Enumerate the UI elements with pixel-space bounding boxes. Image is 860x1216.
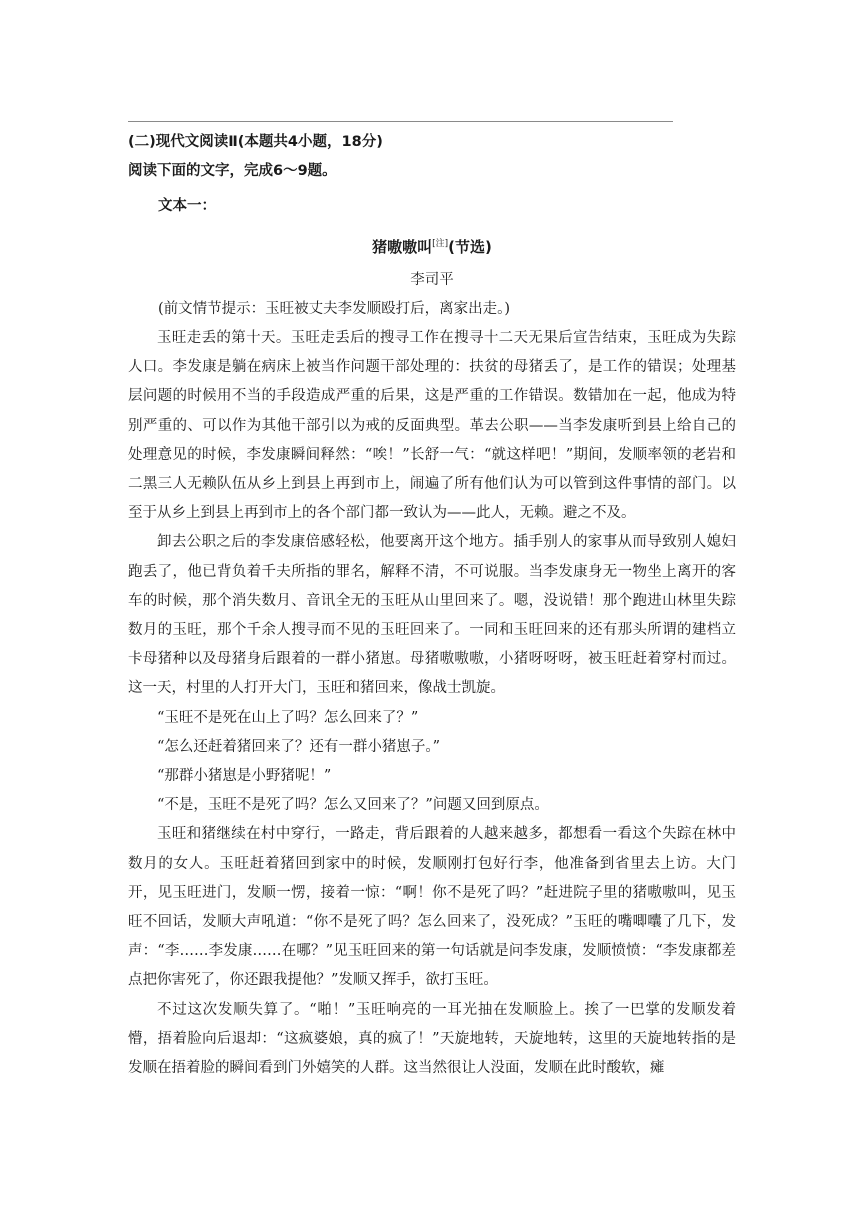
- article-title-main: 猪嗷嗷叫: [372, 238, 433, 256]
- dialog-line: “那群小猪崽是小野猪呢！”: [157, 768, 332, 785]
- body-paragraph: 不过这次发顺失算了。“啪！”玉旺响亮的一耳光抽在发顺脸上。挨了一巴掌的发顺发着懵，捂着脸向后退却：“这疯婆娘，真的疯了！”天旋地转，天旋地转，这里的天旋地转指的是发顺在捂着脸的瞬间看到门外嬉笑的人群。这当然很让人没面，发顺在此时酸软，瘫: [128, 1001, 736, 1077]
- article-title-suffix: (节选): [448, 238, 492, 256]
- section-title: (二)现代文阅读Ⅱ(本题共4小题，18分): [128, 134, 383, 150]
- dialog-line: “不是，玉旺不是死了吗？怎么又回来了？”问题又回到原点。: [157, 797, 549, 814]
- article-title: [128, 233, 736, 262]
- text-label: 文本一：: [158, 198, 216, 214]
- dialog-line: “玉旺不是死在山上了吗？怎么回来了？”: [157, 709, 419, 726]
- body-paragraph: 玉旺和猪继续在村中穿行，一路走，背后跟着的人越来越多，都想看一看这个失踪在林中数月的女人。玉旺赶着猪回到家中的时候，发顺刚打包好行李，他准备到省里去上访。大门开，见玉旺进门，发顺一愣，接着一惊：“啊！你不是死了吗？”赶进院子里的猪嗷嗷叫，见玉旺不回话，发顺大声吼道：“你不是死了吗？怎么回来了，没死成？”玉旺的嘴唧囔了几下，发声：“李……李发康……在哪？”见玉旺回来的第一句话就是问李发康，发顺愤愤：“李发康都差点把你害死了，你还跟我提他？”发顺又挥手，欲打玉旺。: [128, 826, 736, 989]
- top-divider: [128, 121, 673, 122]
- body-paragraph: 玉旺走丢的第十天。玉旺走丢后的搜寻工作在搜寻十二天无果后宣告结束，玉旺成为失踪人口。李发康是躺在病床上被当作问题干部处理的：扶贫的母猪丢了，是工作的错误；处理基层问题的时候用不当的手段造成严重的后果，这是严重的工作错误。数错加在一起，他成为特别严重的、可以作为其他干部引以为戒的反面典型。革去公职——当李发康听到县上给自己的处理意见的时候，李发康瞬间释然：“唉！”长舒一气：“就这样吧！”期间，发顺率领的老岩和二黑三人无赖队伍从乡上到县上再到市上，闹遍了所有他们认为可以管到这件事情的部门。以至于从乡上到县上再到市上的各个部门都一致认为——此人，无赖。避之不及。: [128, 330, 736, 522]
- body-paragraph: 卸去公职之后的李发康倍感轻松，他要离开这个地方。插手别人的家事从而导致别人媳妇跑丢了，他已背负着千夫所指的罪名，解释不清，不可说服。当李发康身无一物坐上离开的客车的时候，那个消失数月、音讯全无的玉旺从山里回来了。嗯，没说错！那个跑进山林里失踪数月的玉旺，那个千余人搜寻而不见的玉旺回来了。一同和玉旺回来的还有那头所谓的建档立卡母猪种以及母猪身后跟着的一群小猪崽。母猪嗷嗷嗷，小猪呀呀呀，被玉旺赶着穿村而过。这一天，村里的人打开大门，玉旺和猪回来，像战士凯旋。: [128, 534, 736, 697]
- dialog-line: “怎么还赶着猪回来了？还有一群小猪崽子。”: [157, 738, 441, 755]
- preface-note: (前文情节提示：玉旺被丈夫李发顺殴打后，离家出走。): [158, 301, 511, 317]
- article-author: 李司平: [410, 272, 454, 288]
- reading-instruction: 阅读下面的文字，完成6～9题。: [128, 163, 337, 179]
- document-content: [128, 128, 736, 1083]
- footnote-mark: [注]: [432, 239, 449, 249]
